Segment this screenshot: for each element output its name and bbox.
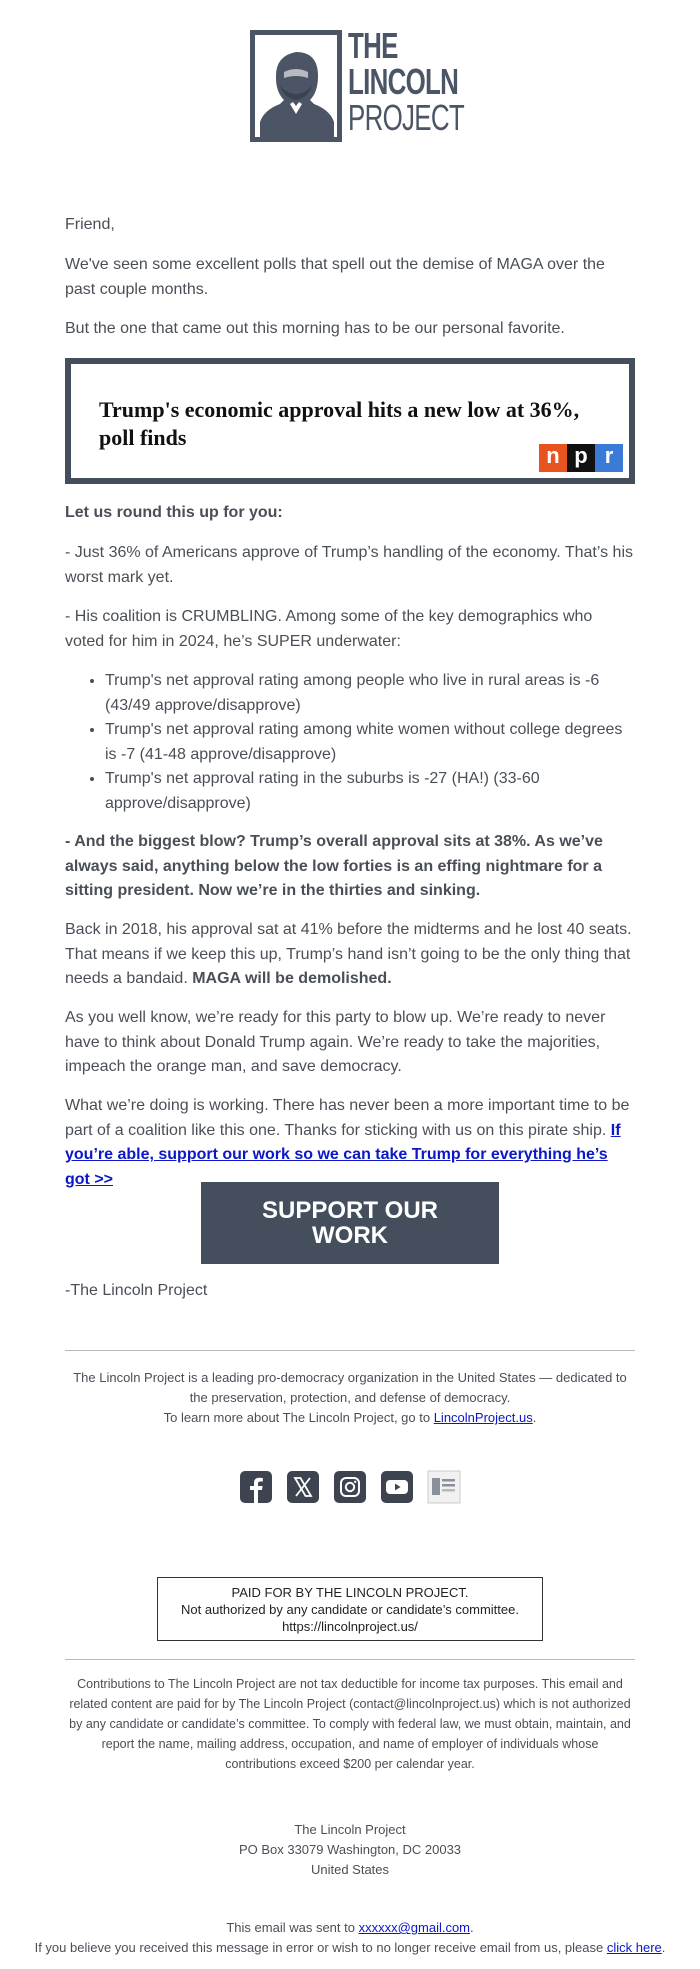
mailing-address bbox=[65, 1820, 635, 1880]
paid-line-1: PAID FOR BY THE LINCOLN PROJECT. bbox=[231, 1585, 469, 1600]
instagram-icon[interactable] bbox=[333, 1470, 367, 1504]
paid-for-notice bbox=[157, 1577, 543, 1641]
footer-about-text: The Lincoln Project is a leading pro-democracy organization in the United States — dedicated to the preservation, protection, and defense of democracy. bbox=[73, 1370, 627, 1405]
signoff: -The Lincoln Project bbox=[65, 1282, 208, 1299]
facebook-icon[interactable] bbox=[239, 1470, 273, 1504]
sent-prefix: This email was sent to bbox=[226, 1920, 359, 1935]
npr-letter-r: r bbox=[595, 444, 623, 472]
paragraph-4: - His coalition is CRUMBLING. Among some of the key demographics who voted for him in 2024, he’s SUPER underwater: bbox=[65, 608, 593, 650]
x-icon[interactable] bbox=[286, 1470, 320, 1504]
paragraph-3: - Just 36% of Americans approve of Trump’s handling of the economy. That’s his worst mark yet. bbox=[65, 544, 634, 586]
unsubscribe-line bbox=[0, 1938, 700, 1958]
learn-suffix: . bbox=[532, 1410, 537, 1425]
youtube-icon[interactable] bbox=[380, 1470, 414, 1504]
footer-learn-more bbox=[65, 1408, 635, 1428]
npr-headline: Trump's economic approval hits a new low at 36%, poll finds bbox=[99, 397, 580, 450]
unsub-prefix: If you believe you received this message in error or wish to no longer receive email from us, please bbox=[34, 1940, 607, 1955]
paragraph-1: We've seen some excellent polls that spell out the demise of MAGA over the past couple months. bbox=[65, 256, 605, 298]
paragraph-5-bold: And the biggest blow? Trump’s overall approval sits at 38%. As we’ve always said, anything below the low forties is an effing nightmare for a sitting president. Now we’re in the thirties and sinking. bbox=[65, 833, 603, 899]
list-item: • Trump's net approval rating among white women without college degrees is -7 (41-48 approve/disapprove) bbox=[105, 718, 635, 767]
address-name: The Lincoln Project bbox=[294, 1822, 406, 1837]
paragraph-6-text: Back in 2018, his approval sat at 41% before the midterms and he lost 40 seats. That means if we keep this up, Trump’s hand isn’t going to be the only thing that needs a bandaid. bbox=[65, 921, 632, 987]
lincoln-portrait-icon bbox=[250, 30, 342, 142]
logo-line-1: THE bbox=[348, 25, 398, 66]
divider bbox=[65, 1659, 635, 1660]
recipient-notice bbox=[0, 1918, 700, 1958]
logo-line-2: LINCOLN bbox=[348, 61, 459, 102]
list-item: • Trump's net approval rating in the suburbs is -27 (HA!) (33-60 approve/disapprove) bbox=[105, 767, 635, 816]
unsubscribe-link[interactable]: click here bbox=[606, 1940, 662, 1955]
demographics-list bbox=[105, 669, 635, 816]
paragraph-8-text: What we’re doing is working. There has never been a more important time to be part of a coalition like this one. Thanks for sticking with us on this pirate ship. bbox=[65, 1097, 630, 1139]
paragraph-7: As you well know, we’re ready for this party to blow up. We’re ready to never have to think about Donald Trump again. We’re ready to take the majorities, impeach the orange man, and save democracy. bbox=[65, 1009, 606, 1075]
list-item: • Trump's net approval rating among people who live in rural areas is -6 (43/49 approve/disapprove) bbox=[105, 669, 635, 718]
npr-logo bbox=[539, 444, 623, 472]
paragraph-2: But the one that came out this morning has to be our personal favorite. bbox=[65, 320, 565, 337]
legal-disclaimer: Contributions to The Lincoln Project are not tax deductible for income tax purposes. This email and related content are paid for by The Lincoln Project (contact@lincolnproject.us) which is not authorized by any candidate or candidate’s committee. To comply with federal law, we must obtain, maintain, and report the name, mailing address, occupation, and name of employer of individuals whose contributions exceed $200 per calendar year. bbox=[69, 1677, 631, 1771]
greeting: Friend, bbox=[65, 216, 115, 233]
address-country: United States bbox=[310, 1862, 390, 1877]
paid-line-2: Not authorized by any candidate or candidate’s committee. bbox=[181, 1602, 519, 1617]
footer-about bbox=[65, 1368, 635, 1428]
learn-prefix: To learn more about The Lincoln Project, go to bbox=[163, 1410, 434, 1425]
paragraph-5 bbox=[65, 830, 635, 904]
paragraph-8 bbox=[65, 1094, 635, 1192]
address-line: PO Box 33079 Washington, DC 20033 bbox=[238, 1842, 462, 1857]
paid-line-3: https://lincolnproject.us/ bbox=[282, 1619, 418, 1634]
paragraph-6-bold: MAGA will be demolished. bbox=[192, 970, 392, 987]
logo-line-3: PROJECT bbox=[348, 97, 464, 138]
lincoln-project-icon[interactable] bbox=[427, 1470, 461, 1504]
roundup-heading: Let us round this up for you: bbox=[65, 504, 283, 521]
npr-letter-n: n bbox=[539, 444, 567, 472]
paragraph-6 bbox=[65, 918, 635, 992]
lincoln-project-logo bbox=[250, 25, 464, 144]
support-link[interactable]: If you’re able, support our work so we can take Trump for everything he’s got >> bbox=[65, 1121, 621, 1188]
npr-letter-p: p bbox=[567, 444, 595, 472]
social-icons bbox=[239, 1470, 461, 1504]
logo-wordmark bbox=[348, 25, 464, 138]
lincolnproject-link[interactable]: LincolnProject.us bbox=[433, 1410, 533, 1425]
sent-to-line bbox=[0, 1918, 700, 1938]
npr-article-card[interactable] bbox=[65, 358, 635, 484]
divider bbox=[65, 1350, 635, 1351]
recipient-email-link[interactable]: xxxxxx@gmail.com bbox=[358, 1920, 471, 1935]
support-our-work-button[interactable]: SUPPORT OUR WORK bbox=[201, 1182, 499, 1264]
sent-suffix: . bbox=[470, 1920, 474, 1935]
unsub-suffix: . bbox=[661, 1940, 666, 1955]
paragraph-5-dash: - bbox=[65, 833, 75, 850]
